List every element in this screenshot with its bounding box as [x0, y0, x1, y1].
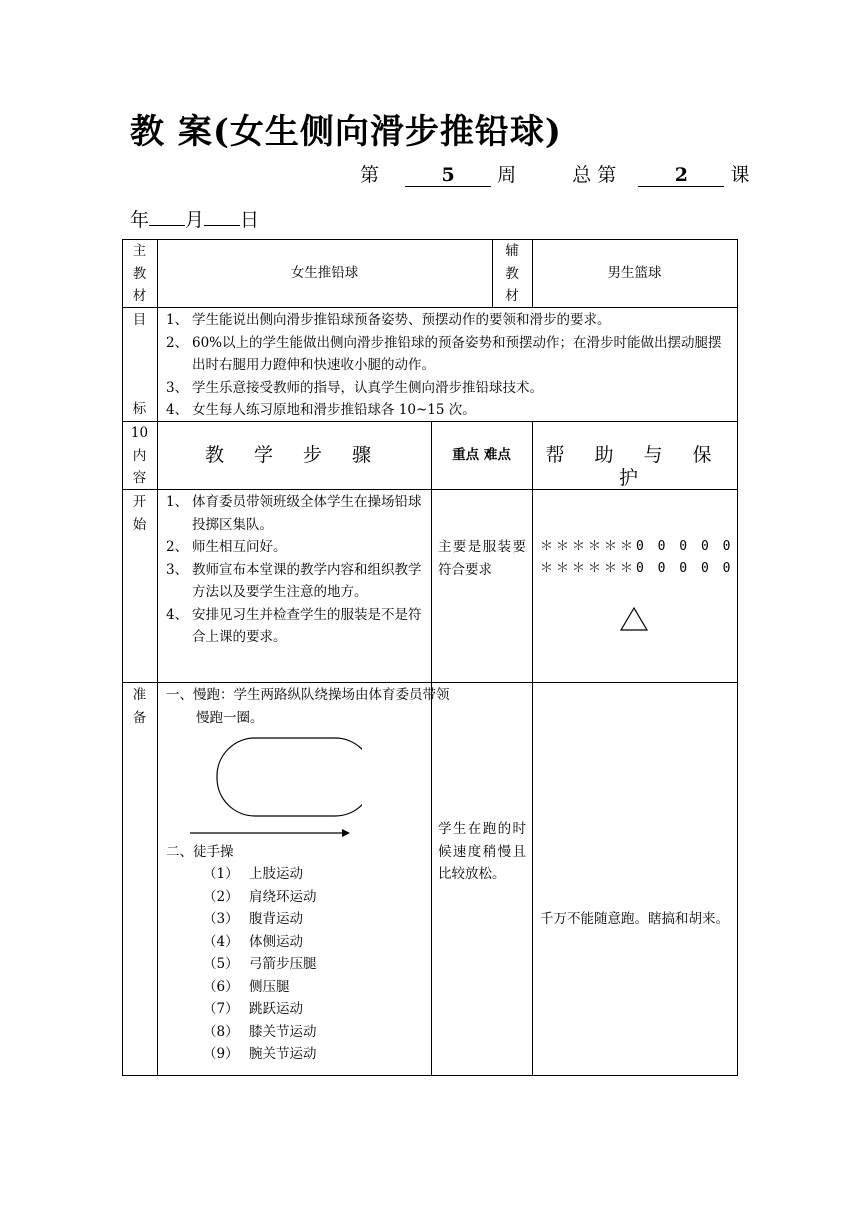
content-label: 10 内 容	[130, 425, 149, 486]
list-item: 3、 教师宣布本堂课的教学内容和组织教学方法以及要学生注意的地方。	[166, 561, 422, 600]
prep-label: 准 备	[132, 687, 147, 726]
list-item: （7） 跳跃运动	[203, 1001, 303, 1017]
lesson-plan-table	[122, 239, 738, 1076]
week-suffix: 周	[497, 164, 517, 186]
aux-material-value: 男生篮球	[607, 265, 662, 281]
list-item: 2、 60%以上的学生能做出侧向滑步推铅球的预备姿势和预摆动作；在滑步时能做出摆动腿摆出时右腿用力蹬伸和快速收小腿的动作。	[166, 334, 722, 373]
formation-row-2: ＊＊＊＊＊＊0 0 0 0 0	[540, 561, 734, 576]
page-title: 教 案(女生侧向滑步推铅球)	[130, 112, 563, 152]
exercise-title: 二、徒手操	[166, 844, 234, 860]
prep-help: 千万不能随意跑。瞎搞和胡来。	[540, 911, 729, 927]
list-item: 1、 学生能说出侧向滑步推铅球预备姿势、预摆动作的要领和滑步的要求。	[166, 312, 611, 328]
list-item: 3、 学生乐意接受教师的指导，认真学生侧向滑步推铅球技术。	[166, 379, 543, 396]
start-keypoint: 主要是服装要符合要求	[438, 539, 526, 578]
list-item: （1） 上肢运动	[203, 866, 303, 882]
week-prefix: 第	[360, 164, 380, 186]
week-line	[360, 160, 750, 187]
main-material-label: 主 教 材	[132, 243, 147, 304]
list-item: （4） 体侧运动	[203, 933, 303, 950]
list-item: 4、 安排见习生并检查学生的服装是不是符合上课的要求。	[166, 606, 422, 645]
month-blank	[149, 207, 185, 226]
steps-header: 教 学 步 骤	[204, 444, 384, 466]
aux-material-label: 辅 教 材	[505, 243, 519, 304]
month-label: 月	[185, 209, 205, 231]
list-item: 1、 体育委员带领班级全体学生在操场铅球投掷区集队。	[166, 494, 422, 533]
jog-text: 一、慢跑：学生两路纵队绕操场由体育委员带领慢跑一圈。	[166, 687, 450, 726]
week-number: 5	[405, 164, 491, 187]
list-item: （5） 弓箭步压腿	[203, 956, 317, 972]
year-label: 年	[130, 209, 150, 231]
date-line	[130, 205, 259, 232]
total-suffix: 课	[730, 164, 750, 186]
day-blank	[204, 207, 240, 226]
start-steps	[166, 491, 424, 649]
objectives-list	[166, 309, 734, 422]
exercise-list	[203, 863, 428, 1066]
list-item: 2、 师生相互问好。	[166, 539, 287, 555]
list-item: （2） 肩绕环运动	[203, 888, 317, 905]
objectives-label-top: 目	[132, 312, 147, 328]
prep-keypoint: 学生在跑的时候速度稍慢且比较放松。	[438, 821, 526, 882]
list-item: （8） 膝关节运动	[203, 1023, 317, 1040]
help-header: 帮 助 与 保 护	[545, 444, 724, 489]
list-item: （9） 腕关节运动	[203, 1046, 317, 1062]
day-label: 日	[240, 209, 260, 231]
running-track-diagram	[182, 734, 362, 846]
teacher-triangle-icon	[619, 606, 649, 632]
lesson-number: 2	[638, 164, 724, 187]
list-item: （6） 侧压腿	[203, 978, 290, 995]
total-prefix: 总 第	[572, 164, 617, 186]
start-label: 开 始	[132, 494, 147, 533]
keypoints-header: 重点 难点	[452, 447, 511, 463]
main-material-value: 女生推铅球	[290, 265, 359, 281]
formation-row-1: ＊＊＊＊＊＊0 0 0 0 0	[540, 539, 734, 554]
objectives-label-bottom: 标	[132, 401, 147, 417]
list-item: （3） 腹背运动	[203, 911, 303, 927]
list-item: 4、 女生每人练习原地和滑步推铅球各 10~15 次。	[166, 402, 476, 418]
